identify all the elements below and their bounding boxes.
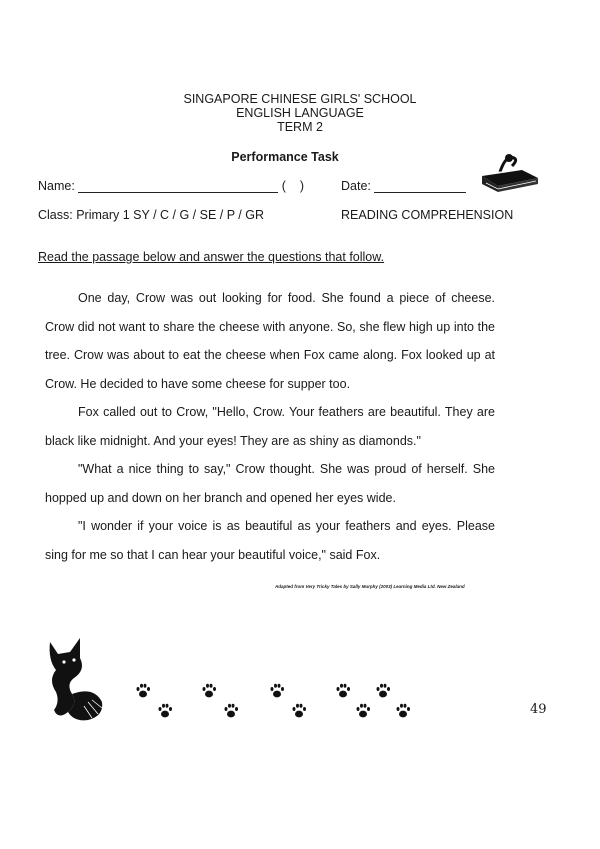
paw-print-icon [203, 684, 217, 698]
paw-print-icon [137, 684, 151, 698]
passage [45, 284, 495, 569]
register-number-paren: ( ) [281, 179, 305, 193]
paw-print-icon [337, 684, 351, 698]
date-field-row [341, 179, 466, 193]
name-label: Name: [38, 179, 75, 193]
passage-paragraph: "I wonder if your voice is as beautiful as your feathers and eyes. Please sing for me so that I can hear your beautiful voice," said Fox. [45, 519, 495, 562]
passage-paragraph: One day, Crow was out looking for food. She found a piece of cheese. Crow did not want to share the cheese with anyone. So, she flew high up into the tree. Crow was about to eat the cheese when Fox came along. Fox looked up at Crow. He decided to have some cheese for supper too. [45, 291, 495, 391]
subject-name: ENGLISH LANGUAGE [236, 106, 364, 120]
paw-prints [130, 680, 430, 730]
passage-paragraph: Fox called out to Crow, "Hello, Crow. Your feathers are beautiful. They are black like midnight. And your eyes! They are as shiny as diamonds." [45, 405, 495, 448]
passage-paragraph: "What a nice thing to say," Crow thought. She was proud of herself. She hopped up and down on her branch and opened her eyes wide. [45, 462, 495, 505]
page-number: 49 [530, 702, 547, 717]
school-name: SINGAPORE CHINESE GIRLS' SCHOOL [183, 92, 417, 106]
date-line[interactable] [374, 181, 466, 193]
paw-print-icon [159, 704, 173, 718]
instructions: Read the passage below and answer the questions that follow. [38, 250, 385, 264]
paw-print-icon [357, 704, 371, 718]
paw-print-icon [293, 704, 307, 718]
paw-print-icon [397, 704, 411, 718]
book-icon [478, 150, 542, 194]
name-line[interactable] [78, 181, 278, 193]
fox-icon [44, 632, 110, 722]
name-field-row [38, 179, 304, 193]
term-label: TERM 2 [277, 120, 323, 134]
source-credit: Adapted from Very Tricky Tales by Sally Murphy (2003) Learning Media Ltd. New Zealand [275, 584, 465, 589]
date-label: Date: [341, 179, 371, 193]
paw-print-icon [377, 684, 391, 698]
document-header [0, 92, 600, 134]
class-label: Class: Primary 1 SY / C / G / SE / P / GR [38, 208, 264, 222]
paw-print-icon [225, 704, 239, 718]
task-title: Performance Task [231, 150, 339, 164]
paw-print-icon [271, 684, 285, 698]
section-label: READING COMPREHENSION [341, 208, 514, 222]
